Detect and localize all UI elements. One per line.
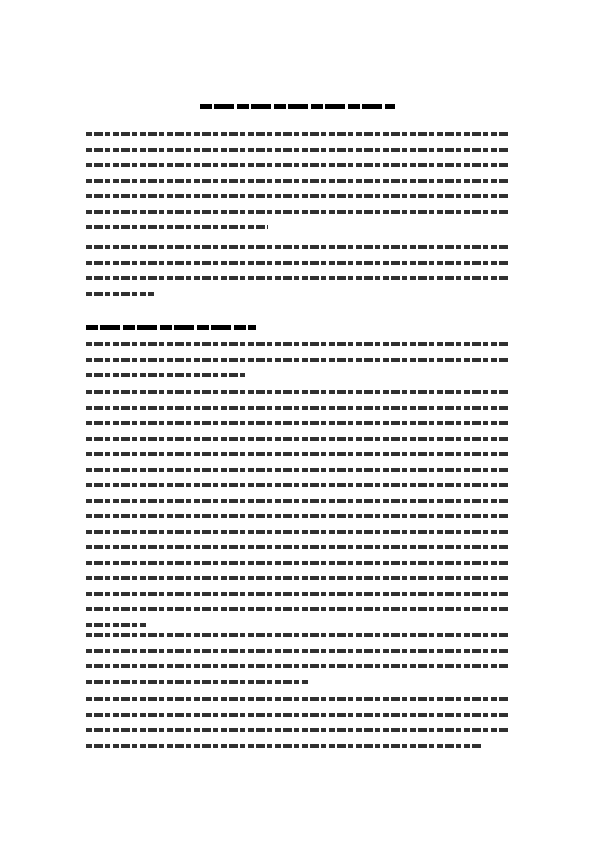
text-line <box>86 697 510 701</box>
text-line <box>86 649 510 653</box>
paragraph-6 <box>86 697 510 759</box>
text-line <box>86 194 510 198</box>
paragraph-3 <box>86 342 510 389</box>
paragraph-1 <box>86 132 510 241</box>
text-line <box>86 163 510 167</box>
text-line <box>86 576 510 580</box>
paragraph-4 <box>86 390 510 638</box>
text-line <box>86 421 510 425</box>
text-line <box>86 179 510 183</box>
text-line <box>86 530 510 534</box>
text-line <box>86 406 510 410</box>
text-line <box>86 680 310 684</box>
text-line <box>86 483 510 487</box>
text-line <box>86 261 510 265</box>
text-line <box>86 561 510 565</box>
text-line <box>86 276 510 280</box>
section-heading <box>86 325 510 330</box>
text-line <box>86 744 482 748</box>
section-heading-text <box>86 325 256 330</box>
text-line <box>86 210 510 214</box>
text-line <box>86 452 510 456</box>
text-line <box>86 728 510 732</box>
text-line <box>86 623 148 627</box>
text-line <box>86 437 510 441</box>
text-line <box>86 373 248 377</box>
text-line <box>86 390 510 394</box>
text-line <box>86 245 510 249</box>
paragraph-2 <box>86 245 510 307</box>
text-line <box>86 148 510 152</box>
text-line <box>86 545 510 549</box>
text-line <box>86 713 510 717</box>
text-line <box>86 499 510 503</box>
title-text-block <box>200 104 395 109</box>
paragraph-5 <box>86 633 510 695</box>
text-line <box>86 633 510 637</box>
text-line <box>86 292 154 296</box>
text-line <box>86 358 510 362</box>
text-line <box>86 592 510 596</box>
text-line <box>86 132 510 136</box>
text-line <box>86 342 510 346</box>
text-line <box>86 514 510 518</box>
text-line <box>86 225 268 229</box>
text-line <box>86 664 510 668</box>
text-line <box>86 607 510 611</box>
text-line <box>86 468 510 472</box>
